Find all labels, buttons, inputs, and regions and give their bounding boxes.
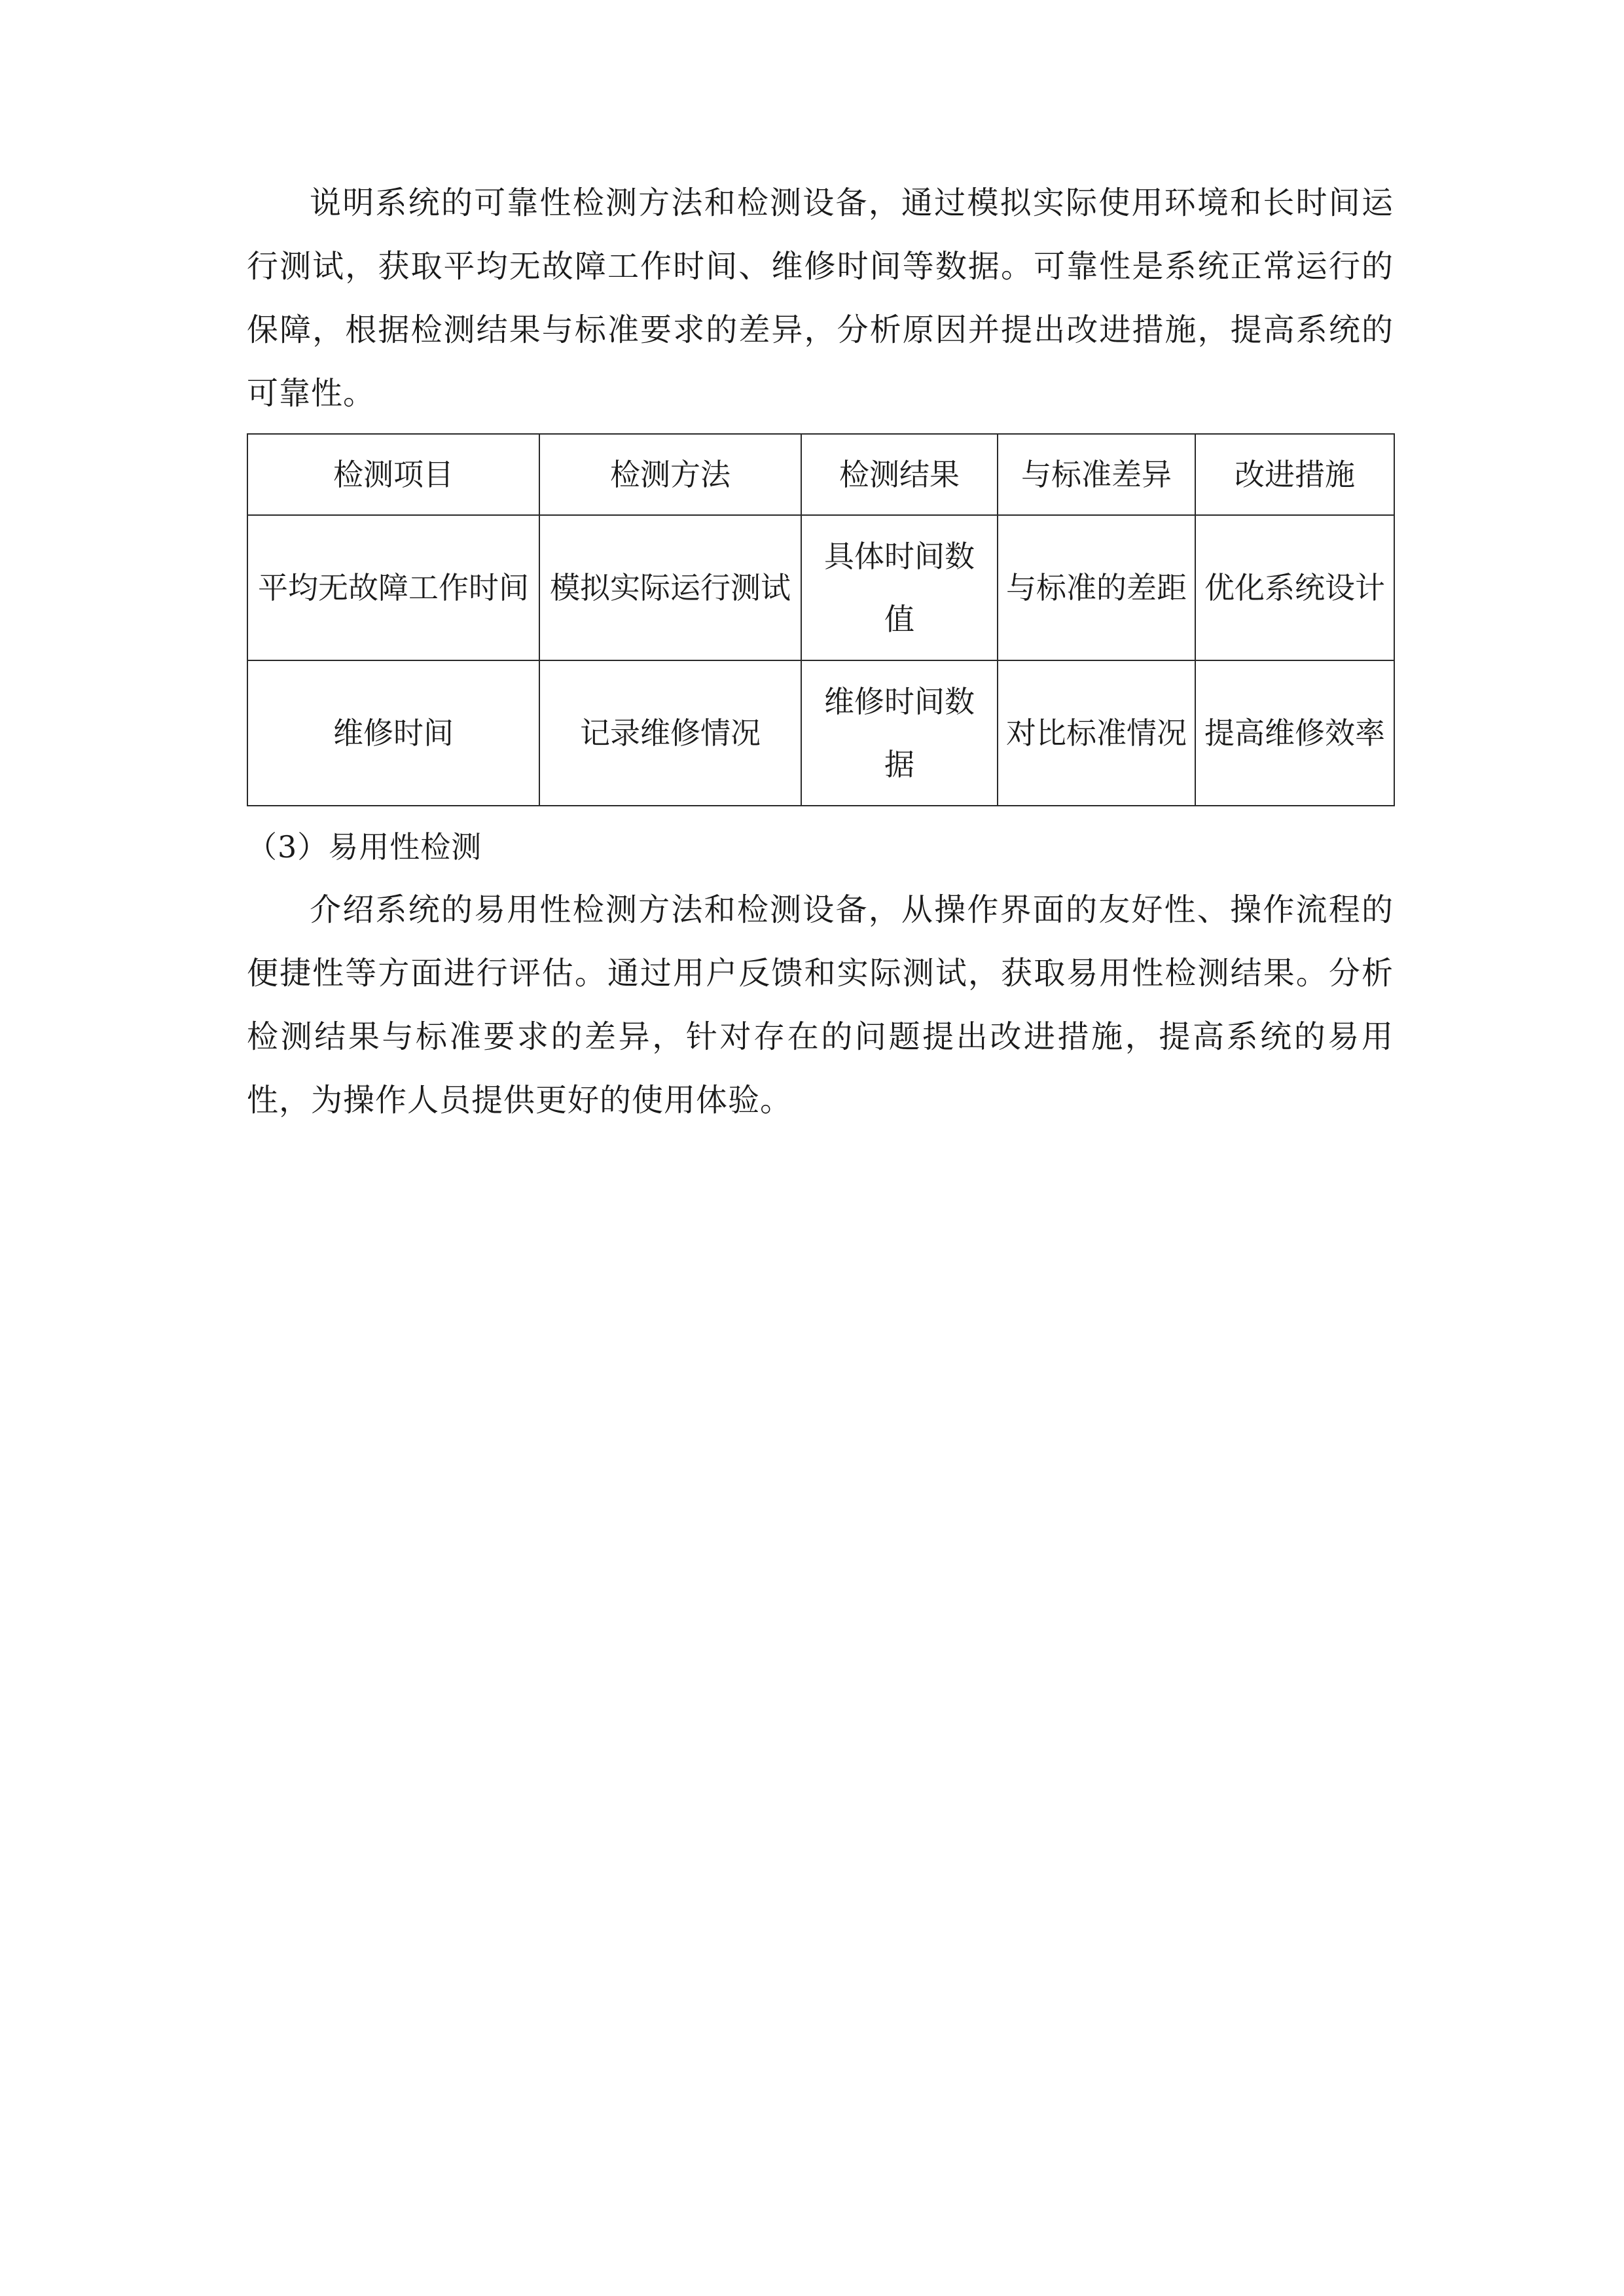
header-standard-difference: 与标准差异	[998, 434, 1195, 515]
reliability-paragraph: 说明系统的可靠性检测方法和检测设备，通过模拟实际使用环境和长时间运行测试，获取平均无故障工作时间、维修时间等数据。可靠性是系统正常运行的保障，根据检测结果与标准要求的差异，分析原因并提出改进措施，提高系统的可靠性。	[247, 185, 1394, 412]
table-row	[247, 660, 1394, 806]
table-cell: 具体时间数值	[801, 515, 998, 660]
table-header-row	[247, 434, 1394, 515]
table-cell: 提高维修效率	[1195, 660, 1394, 806]
table-cell: 维修时间	[247, 660, 539, 806]
table-cell: 优化系统设计	[1195, 515, 1394, 660]
table-cell: 对比标准情况	[998, 660, 1195, 806]
table-row	[247, 515, 1394, 660]
usability-paragraph: 介绍系统的易用性检测方法和检测设备，从操作界面的友好性、操作流程的便捷性等方面进行评估。通过用户反馈和实际测试，获取易用性检测结果。分析检测结果与标准要求的差异，针对存在的问题提出改进措施，提高系统的易用性，为操作人员提供更好的使用体验。	[247, 891, 1394, 1119]
header-test-item: 检测项目	[247, 434, 539, 515]
document-page	[247, 171, 1394, 1132]
reliability-table	[247, 433, 1395, 806]
table-cell: 与标准的差距	[998, 515, 1195, 660]
table-cell: 记录维修情况	[539, 660, 801, 806]
table-cell: 模拟实际运行测试	[539, 515, 801, 660]
usability-heading: （3）易用性检测	[247, 829, 482, 865]
table-cell: 平均无故障工作时间	[247, 515, 539, 660]
table-cell: 维修时间数据	[801, 660, 998, 806]
header-test-result: 检测结果	[801, 434, 998, 515]
header-improvement: 改进措施	[1195, 434, 1394, 515]
header-test-method: 检测方法	[539, 434, 801, 515]
